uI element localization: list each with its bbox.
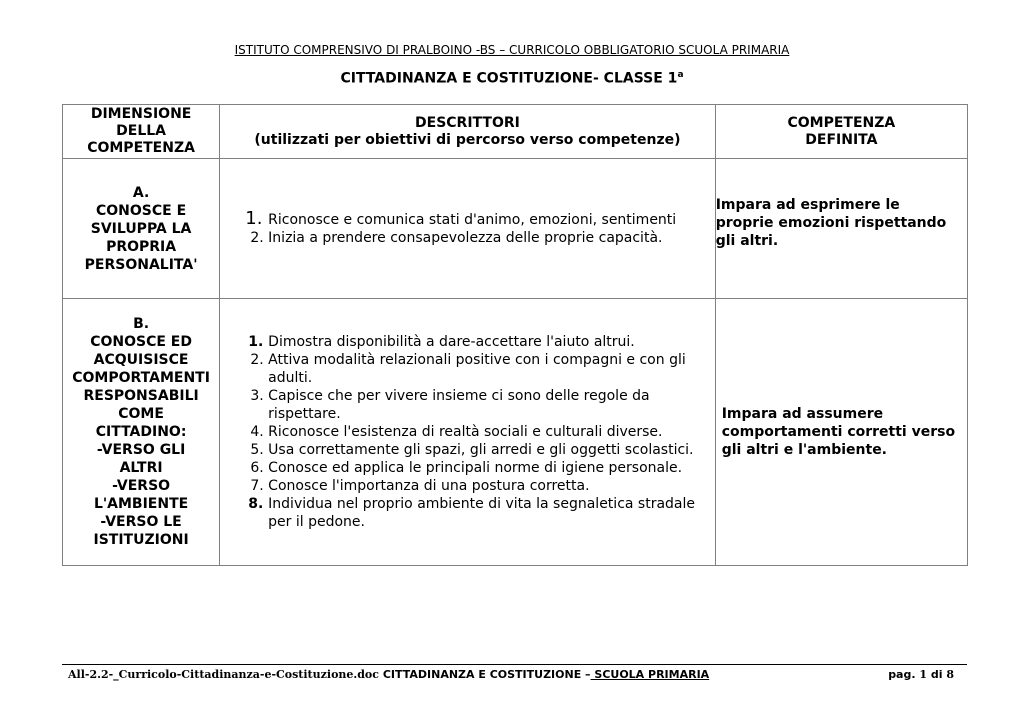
header-competence (715, 105, 967, 159)
dimension-line: RESPONSABILI (83, 388, 199, 404)
title-text: CITTADINANZA E COSTITUZIONE- CLASSE 1 (340, 70, 678, 87)
header-dimension-line: DELLA (116, 123, 167, 139)
descriptors-cell-a (220, 159, 716, 299)
footer-page-indicator (888, 668, 954, 681)
dimension-line: ALTRI (119, 460, 163, 476)
institute-header: ISTITUTO COMPRENSIVO DI PRALBOINO -BS – CURRICOLO OBBLIGATORIO SCUOLA PRIMARIA (234, 43, 790, 57)
dimension-line: PROPRIA (106, 238, 177, 255)
header-competence-line: DEFINITA (805, 131, 878, 148)
table-row-a (63, 159, 968, 299)
dimension-line: COMPORTAMENTI (72, 370, 210, 386)
footer-filename: All-2.2-_Curricolo-Cittadinanza-e-Costituzione.doc (68, 668, 379, 681)
header-descriptors-title: DESCRITTORI (415, 114, 520, 131)
descriptor-item: 2. Attiva modalità relazionali positive con i compagni e con gli adulti. (268, 351, 703, 387)
descriptor-item: 6. Conosce ed applica le principali norme di igiene personale. (268, 459, 703, 477)
footer-section (383, 668, 709, 681)
curriculum-table (62, 104, 968, 566)
page-prefix: pag. (888, 668, 920, 681)
dimension-line: CONOSCE E (96, 202, 187, 219)
dimension-line: -VERSO (112, 478, 171, 494)
competence-cell-b (715, 299, 967, 566)
dimension-line: -VERSO LE (100, 514, 182, 530)
descriptor-item: 1. Dimostra disponibilità a dare-accettare l'aiuto altrui. (268, 333, 703, 351)
title-superscript: a (677, 70, 684, 80)
descriptor-item: 3. Capisce che per vivere insieme ci sono delle regole da rispettare. (268, 387, 703, 423)
page-total: 8 (946, 668, 954, 681)
descriptor-item: 7. Conosce l'importanza di una postura corretta. (268, 477, 703, 495)
dimension-line: CONOSCE ED (90, 334, 192, 350)
dimension-line: PERSONALITA' (84, 256, 198, 273)
dimension-line: CITTADINO: (95, 424, 187, 440)
header-dimension (63, 105, 220, 159)
header-descriptors (220, 105, 716, 159)
dimension-line: SVILUPPA LA (90, 220, 192, 237)
dimension-line: ACQUISISCE (93, 352, 189, 368)
dimension-line: L'AMBIENTE (93, 496, 189, 512)
dimension-line: ISTITUZIONI (93, 532, 189, 548)
dimension-line: -VERSO GLI (96, 442, 186, 458)
page-mid: di (927, 668, 947, 681)
header-dimension-line: COMPETENZA (87, 140, 195, 156)
table-row-b (63, 299, 968, 566)
table-header-row (63, 105, 968, 159)
competence-text-b: Impara ad assumere comportamenti corretti verso gli altri e l'ambiente. (721, 406, 956, 458)
footer-left (68, 668, 709, 681)
footer-section-b: SCUOLA PRIMARIA (590, 668, 710, 681)
descriptor-item: 1. Riconosce e comunica stati d'animo, emozioni, sentimenti (268, 210, 703, 229)
descriptors-cell-b (220, 299, 716, 566)
dimension-line: COME (118, 406, 164, 422)
dimension-cell-a (63, 159, 220, 299)
competence-text-a: Impara ad esprimere le proprie emozioni rispettando gli altri. (715, 196, 947, 249)
page-number: 1 (919, 668, 928, 681)
dimension-line: A. (132, 184, 150, 201)
header-competence-line: COMPETENZA (787, 114, 896, 131)
document-title (0, 70, 1024, 87)
descriptors-list-b (220, 333, 715, 531)
descriptor-item: 2. Inizia a prendere consapevolezza delle proprie capacità. (268, 229, 703, 247)
competence-cell-a (715, 159, 967, 299)
header-descriptors-subtitle: (utilizzati per obiettivi di percorso verso competenze) (254, 131, 681, 148)
dimension-line: B. (133, 316, 150, 332)
descriptor-item: 8. Individua nel proprio ambiente di vita la segnaletica stradale per il pedone. (268, 495, 703, 531)
header-dimension-line: DIMENSIONE (90, 106, 192, 122)
footer-divider (62, 664, 967, 665)
dimension-cell-b (63, 299, 220, 566)
descriptor-item: 4. Riconosce l'esistenza di realtà sociali e culturali diverse. (268, 423, 703, 441)
footer-section-a: CITTADINANZA E COSTITUZIONE – (382, 668, 591, 681)
descriptor-item: 5. Usa correttamente gli spazi, gli arredi e gli oggetti scolastici. (268, 441, 703, 459)
descriptors-list-a (220, 210, 715, 247)
